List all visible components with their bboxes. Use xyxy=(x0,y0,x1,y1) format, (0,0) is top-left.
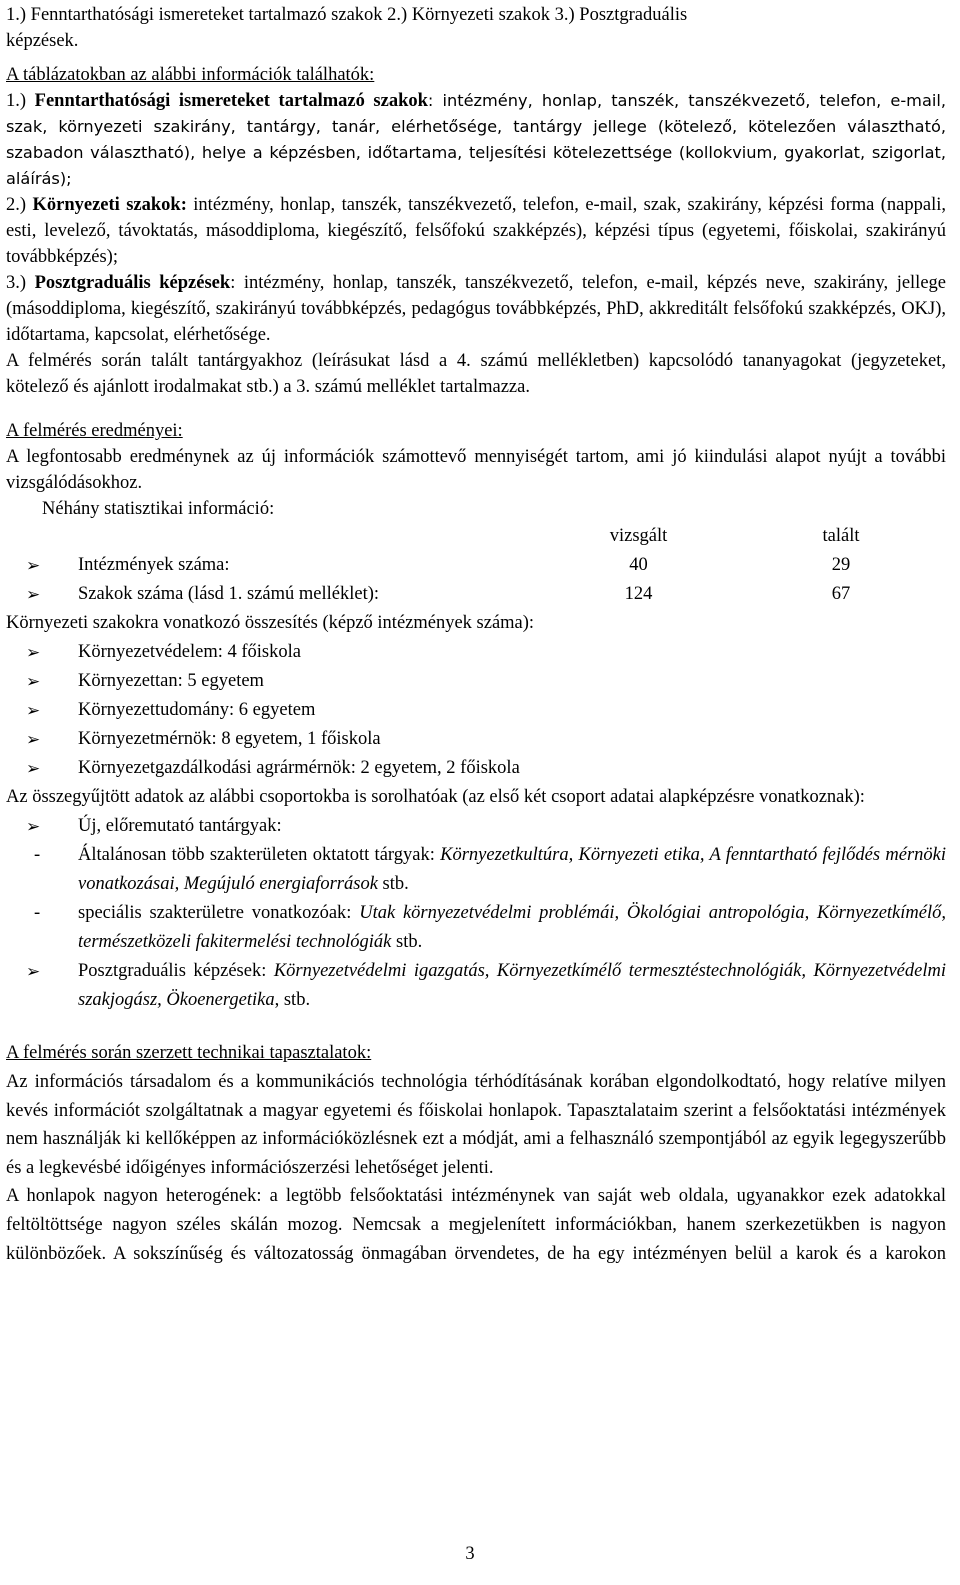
stats-col-examined: vizsgált xyxy=(609,526,668,546)
tech-paragraph-1: Az információs társadalom és a kommunikációs technológia térhódításának korában elgondolkodtató, hogy relatíve milyen kevés információt szolgáltatnak a magyar egyetemi és főiskolai honlapok. Tapasztalataim szerint a felsőoktatási intézmények nem használják ki kellőképpen az információközlésnek ezt a módját, ami a felhasználó szempontjából az egyik legegyszerűbb és a legkevésbé időigényes információszerzési lehetőséget jelenti. xyxy=(6,1072,946,1178)
summary-heading: Környezeti szakokra vonatkozó összesítés (képző intézmények száma): xyxy=(6,613,535,633)
intro-line-1: 1.) Fenntarthatósági ismereteket tartalmazó szakok 2.) Környezeti szakok 3.) Posztgraduális xyxy=(6,5,688,25)
group-1-title xyxy=(6,812,946,841)
category-3-text: : intézmény, honlap, tanszék, tanszékvezető, telefon, e-mail, képzés neve, szakirány, jellege (másoddiploma, kiegészítő, szakirányú továbbképzés, pedagógus továbbképzés, PhD, akkreditált felsőfokú szakképzés, OKJ), időtartama, kapcsolat, elérhetősége. xyxy=(6,273,946,345)
group-1-item-b-text: speciális szakterületre vonatkozóak: xyxy=(78,903,360,923)
group-1-item-a xyxy=(6,841,946,899)
intro-line xyxy=(6,2,946,54)
stats-row-label: Szakok száma (lásd 1. számú melléklet): xyxy=(78,584,380,604)
list-item-text: Környezetgazdálkodási agrármérnök: 2 egyetem, 2 főiskola xyxy=(78,758,520,778)
page-number: 3 xyxy=(465,1544,475,1564)
category-2-number: 2.) xyxy=(6,195,27,215)
tech-heading: A felmérés során szerzett technikai tapasztalatok: xyxy=(6,1043,372,1063)
stats-heading: Néhány statisztikai információ: xyxy=(42,499,275,519)
list-item-text: Környezetvédelem: 4 főiskola xyxy=(78,642,301,662)
arrow-bullet-icon: ➢ xyxy=(26,643,41,662)
stats-row xyxy=(6,551,946,580)
category-1-title: Fenntarthatósági ismereteket tartalmazó szakok xyxy=(34,91,428,111)
category-2-text: intézmény, honlap, tanszék, tanszékvezető, telefon, e-mail, szak, szakirány, képzési forma (nappali, esti, levelező, távoktatás, másoddiploma, kiegészítő, felsőfokú szakképzés), képzési típus (egyetemi, főiskolai, szakirányú továbbképzés); xyxy=(6,195,946,267)
stats-row-found: 29 xyxy=(831,555,851,575)
category-1 xyxy=(6,88,946,192)
category-2-title: Környezeti szakok: xyxy=(32,195,187,215)
summary-list xyxy=(6,638,946,783)
group-2-end: , stb. xyxy=(274,990,311,1010)
tables-heading: A táblázatokban az alábbi információk találhatók: xyxy=(6,65,375,85)
stats-header-row xyxy=(6,522,946,551)
stats-row xyxy=(6,580,946,609)
stats-row-label: Intézmények száma: xyxy=(78,555,230,575)
arrow-bullet-icon: ➢ xyxy=(26,730,41,749)
arrow-bullet-icon: ➢ xyxy=(26,672,41,691)
category-2 xyxy=(6,192,946,270)
group-1-item-b-subjects: Utak környezetvédelmi problémái, Ökológiai antropológia, Környezetkímélő, természetközeli fakitermelési technológiák xyxy=(78,903,946,952)
list-item xyxy=(6,638,946,667)
list-item xyxy=(6,754,946,783)
group-2 xyxy=(6,957,946,1015)
group-2-subjects: Környezetvédelmi igazgatás, Környezetkímélő termesztéstechnológiák, Környezetvédelmi szakjogász, Ökoenergetika xyxy=(78,961,946,1010)
document-page xyxy=(6,0,946,1268)
stats-row-found: 67 xyxy=(831,584,851,604)
group-2-text: Posztgraduális képzések: xyxy=(78,961,274,981)
arrow-bullet-icon: ➢ xyxy=(26,701,41,720)
arrow-bullet-icon: ➢ xyxy=(26,585,41,604)
group-1-item-a-subjects: Környezetkultúra, Környezeti etika, A fenntartható fejlődés mérnöki vonatkozásai, Megújuló energiaforrások xyxy=(78,845,947,894)
list-item xyxy=(6,667,946,696)
category-3 xyxy=(6,270,946,348)
stats-row-examined: 40 xyxy=(629,555,648,575)
category-1-number: 1.) xyxy=(6,91,27,111)
arrow-bullet-icon: ➢ xyxy=(26,817,41,836)
stats-row-examined: 124 xyxy=(624,584,653,604)
arrow-bullet-icon: ➢ xyxy=(26,556,41,575)
list-item xyxy=(6,696,946,725)
groups-intro: Az összegyűjtött adatok az alábbi csoportokba is sorolhatóak (az első két csoport adatai alapképzésre vonatkoznak): xyxy=(6,787,865,807)
category-3-number: 3.) xyxy=(6,273,27,293)
dash-bullet: - xyxy=(34,903,41,923)
stats-col-found: talált xyxy=(822,526,860,546)
list-item xyxy=(6,725,946,754)
results-heading: A felmérés eredményei: xyxy=(6,421,183,441)
group-1-title-text: Új, előremutató tantárgyak: xyxy=(78,816,282,836)
list-item-text: Környezetmérnök: 8 egyetem, 1 főiskola xyxy=(78,729,381,749)
category-1-text: : intézmény, honlap, tanszék, tanszékvezető, telefon, e-mail, szak, környezeti szakirány, tantárgy, tanár, elérhetősége, tantárgy jellege (kötelező, kötelezően választható, szabadon választható), helye a képzésben, időtartama, teljesítési kötelezettsége (kollokvium, gyakorlat, szigorlat, aláírás); xyxy=(6,91,947,188)
group-1-item-b xyxy=(6,899,946,957)
intro-line-2: képzések. xyxy=(6,31,79,51)
group-1-item-a-end: stb. xyxy=(377,874,409,894)
category-3-title: Posztgraduális képzések xyxy=(34,273,231,293)
tech-paragraph-2: A honlapok nagyon heterogének: a legtöbb felsőoktatási intézménynek van saját web oldala, ugyanakkor ezek adatokkal feltöltöttsége nagyon széles skálán mozog. Nemcsak a megjelenített információkban, hanem szerkezetükben is nagyon különbözőek. A sokszínűség és változatosság önmagában örvendetes, de ha egy intézményen belül a karok és a karokon xyxy=(6,1186,946,1264)
list-item-text: Környezettudomány: 6 egyetem xyxy=(78,700,316,720)
arrow-bullet-icon: ➢ xyxy=(26,759,41,778)
arrow-bullet-icon: ➢ xyxy=(26,962,41,981)
group-1-item-b-end: stb. xyxy=(391,932,423,952)
dash-bullet: - xyxy=(34,845,41,865)
results-paragraph: A legfontosabb eredménynek az új információk számottevő mennyiségét tartom, ami jó kiindulási alapot nyújt a további vizsgálódásokhoz. xyxy=(6,447,946,493)
materials-paragraph: A felmérés során talált tantárgyakhoz (leírásukat lásd a 4. számú mellékletben) kapcsolódó tananyagokat (jegyzeteket, kötelező és ajánlott irodalmakat stb.) a 3. számú melléklet tartalmazza. xyxy=(6,351,946,397)
group-1-item-a-text: Általánosan több szakterületen oktatott tárgyak: xyxy=(78,845,441,865)
list-item-text: Környezettan: 5 egyetem xyxy=(78,671,264,691)
